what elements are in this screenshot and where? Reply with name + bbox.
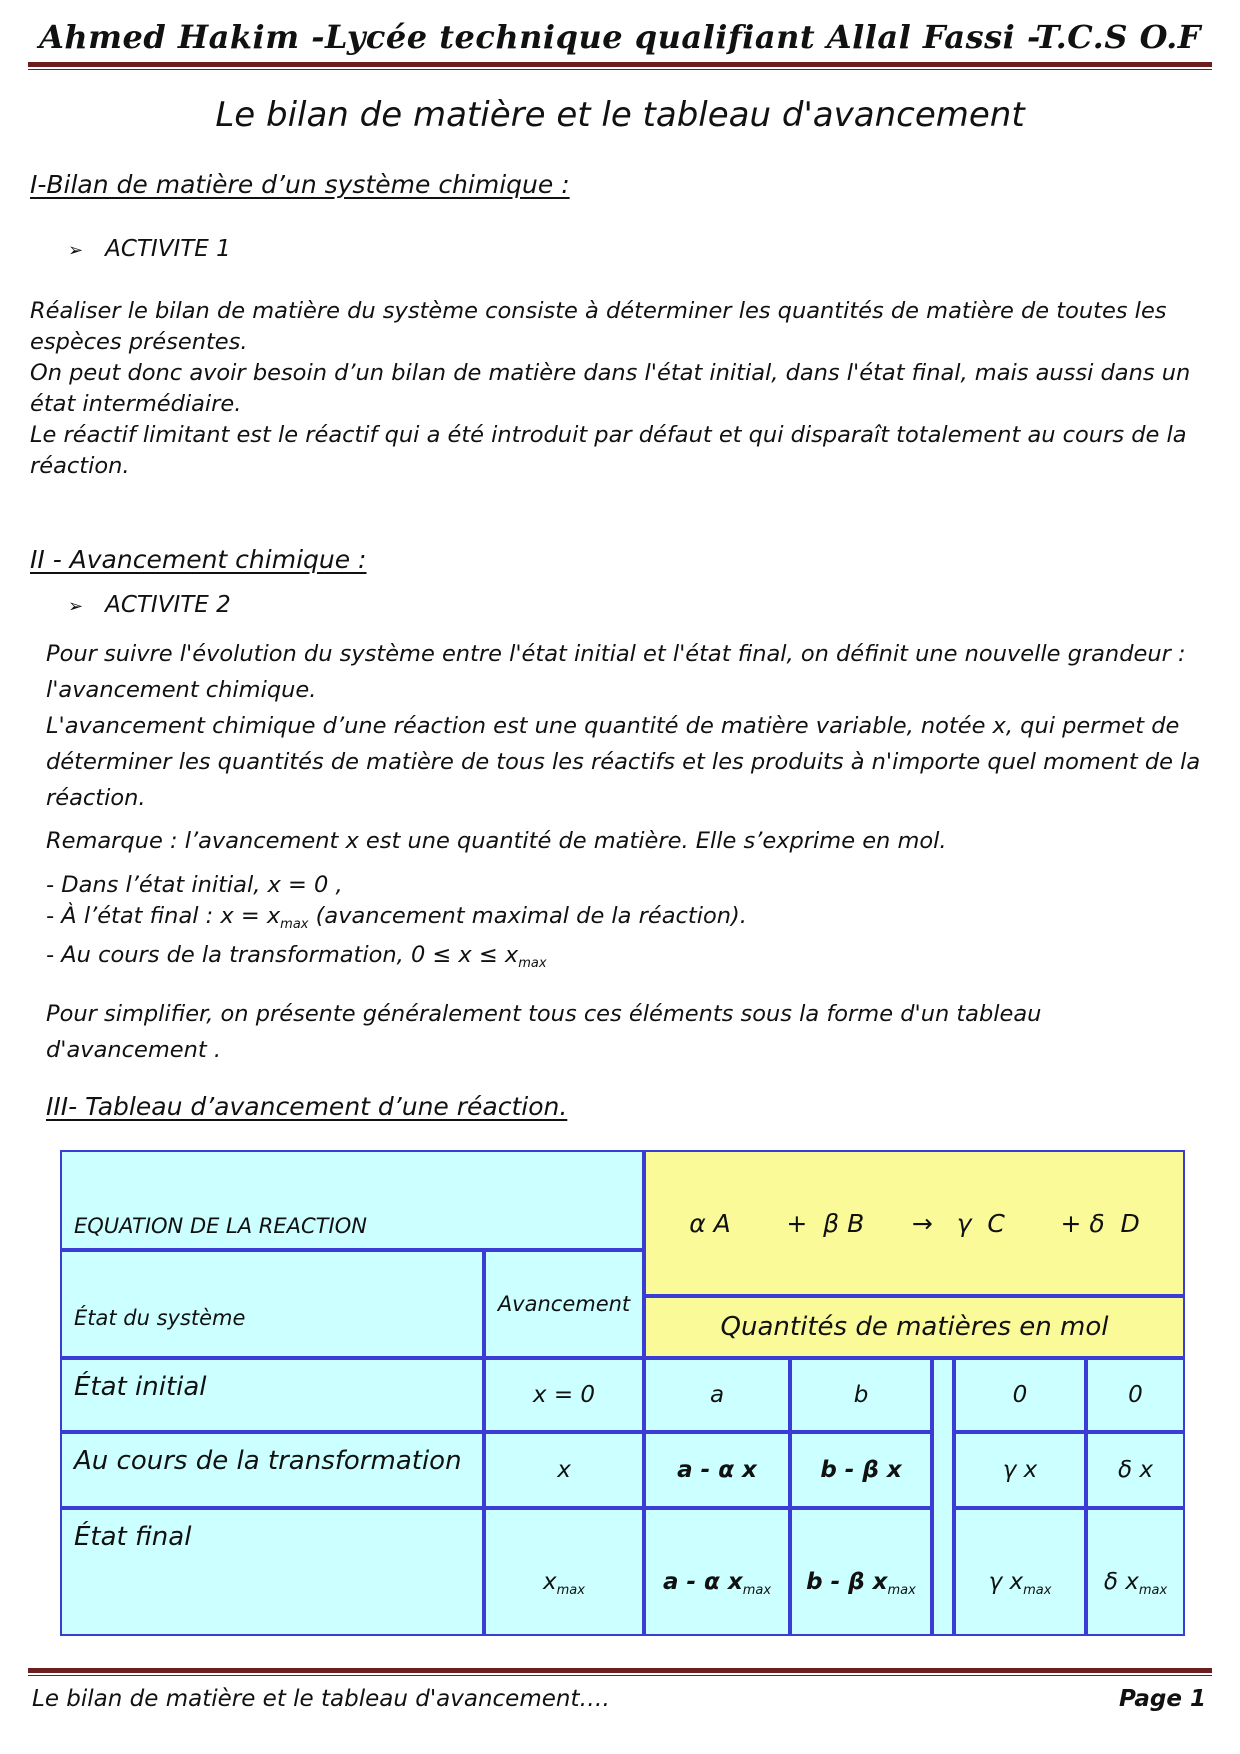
quantities-label-cell: Quantités de matières en mol bbox=[644, 1296, 1185, 1358]
activity2 bbox=[68, 592, 231, 618]
section1-paragraph: Le réactif limitant est le réactif qui a été introduit par défaut et qui disparaît totalement au cours de la réaction. bbox=[30, 422, 1187, 479]
page-number: Page 1 bbox=[1119, 1686, 1206, 1712]
row-final-state: État final bbox=[60, 1508, 484, 1636]
activity2-label: ACTIVITE 2 bbox=[105, 592, 231, 618]
row-initial-adv: x = 0 bbox=[484, 1358, 644, 1432]
document-title: Le bilan de matière et le tableau d'avancement bbox=[215, 95, 1025, 135]
section2-paragraph: Pour suivre l'évolution du système entre l'état initial et l'état final, on définit une nouvelle grandeur : l'avancement chimique. bbox=[46, 641, 1186, 703]
footer-title: Le bilan de matière et le tableau d'avancement…. bbox=[32, 1686, 610, 1712]
row-final-D: δ $x_{max}$ bbox=[1086, 1508, 1185, 1636]
list-item: - À l’état final : $x = x_{max}$ (avancement maximal de la réaction). bbox=[46, 903, 747, 932]
row-during-A: a - α x bbox=[644, 1432, 790, 1508]
section1-heading: I-Bilan de matière d’un système chimique : bbox=[30, 170, 570, 199]
row-final-B: b - β $x_{max}$ bbox=[790, 1508, 932, 1636]
header-rule bbox=[28, 62, 1212, 67]
header-rule-thin bbox=[28, 69, 1212, 70]
header-title: Ahmed Hakim -Lycée technique qualifiant Allal Fassi -T.C.S O.F bbox=[39, 18, 1201, 56]
equation-label-cell: EQUATION DE LA REACTION bbox=[60, 1150, 644, 1250]
row-initial-D: 0 bbox=[1086, 1358, 1185, 1432]
state-label-cell: État du système bbox=[60, 1250, 484, 1358]
section2-heading: II - Avancement chimique : bbox=[30, 545, 367, 574]
progress-table bbox=[60, 1150, 1185, 1636]
section2-text bbox=[46, 636, 1206, 816]
arrow-bullet-icon: ➢ bbox=[68, 596, 84, 617]
row-initial-C: 0 bbox=[954, 1358, 1086, 1432]
section1-text bbox=[30, 296, 1210, 482]
row-initial-B: b bbox=[790, 1358, 932, 1432]
avancement-label-cell: Avancement bbox=[484, 1250, 644, 1358]
remark-text: Remarque : l’avancement x est une quantité de matière. Elle s’exprime en mol. bbox=[46, 828, 947, 854]
row-during-state: Au cours de la transformation bbox=[60, 1432, 484, 1508]
row-initial-A: a bbox=[644, 1358, 790, 1432]
row-during-adv: x bbox=[484, 1432, 644, 1508]
row-during-D: δ x bbox=[1086, 1432, 1185, 1508]
section2-paragraph: L'avancement chimique d’une réaction est une quantité de matière variable, notée x, qui permet de déterminer les quantités de matière de tous les réactifs et les produits à n'importe quel moment de la réaction. bbox=[46, 713, 1201, 811]
footer-rule bbox=[28, 1668, 1212, 1673]
simplify-text: Pour simplifier, on présente généralement tous ces éléments sous la forme d'un tableau d'avancement . bbox=[46, 1001, 1042, 1063]
footer-rule-thin bbox=[28, 1675, 1212, 1676]
activity1 bbox=[68, 236, 231, 262]
activity1-label: ACTIVITE 1 bbox=[105, 236, 231, 262]
section3-heading: III- Tableau d’avancement d’une réaction. bbox=[46, 1092, 568, 1121]
arrow-bullet-icon: ➢ bbox=[68, 240, 84, 261]
row-during-B: b - β x bbox=[790, 1432, 932, 1508]
state-list bbox=[46, 870, 747, 979]
row-during-C: γ x bbox=[954, 1432, 1086, 1508]
section1-paragraph: Réaliser le bilan de matière du système consiste à déterminer les quantités de matière de toutes les espèces présentes. bbox=[30, 298, 1167, 355]
row-final-A: a - α $x_{max}$ bbox=[644, 1508, 790, 1636]
list-item: - Au cours de la transformation, $0 \le x \le x_{max}$ bbox=[46, 942, 547, 971]
row-final-C: γ $x_{max}$ bbox=[954, 1508, 1086, 1636]
table-separator bbox=[932, 1358, 954, 1636]
equation-cell: α A + β B → γ C + δ D bbox=[644, 1150, 1185, 1296]
row-final-adv: $x_{max}$ bbox=[484, 1508, 644, 1636]
row-initial-state: État initial bbox=[60, 1358, 484, 1432]
section1-paragraph: On peut donc avoir besoin d’un bilan de matière dans l'état initial, dans l'état final, mais aussi dans un état intermédiaire. bbox=[30, 360, 1191, 417]
list-item: - Dans l’état initial, x = 0 , bbox=[46, 872, 343, 898]
